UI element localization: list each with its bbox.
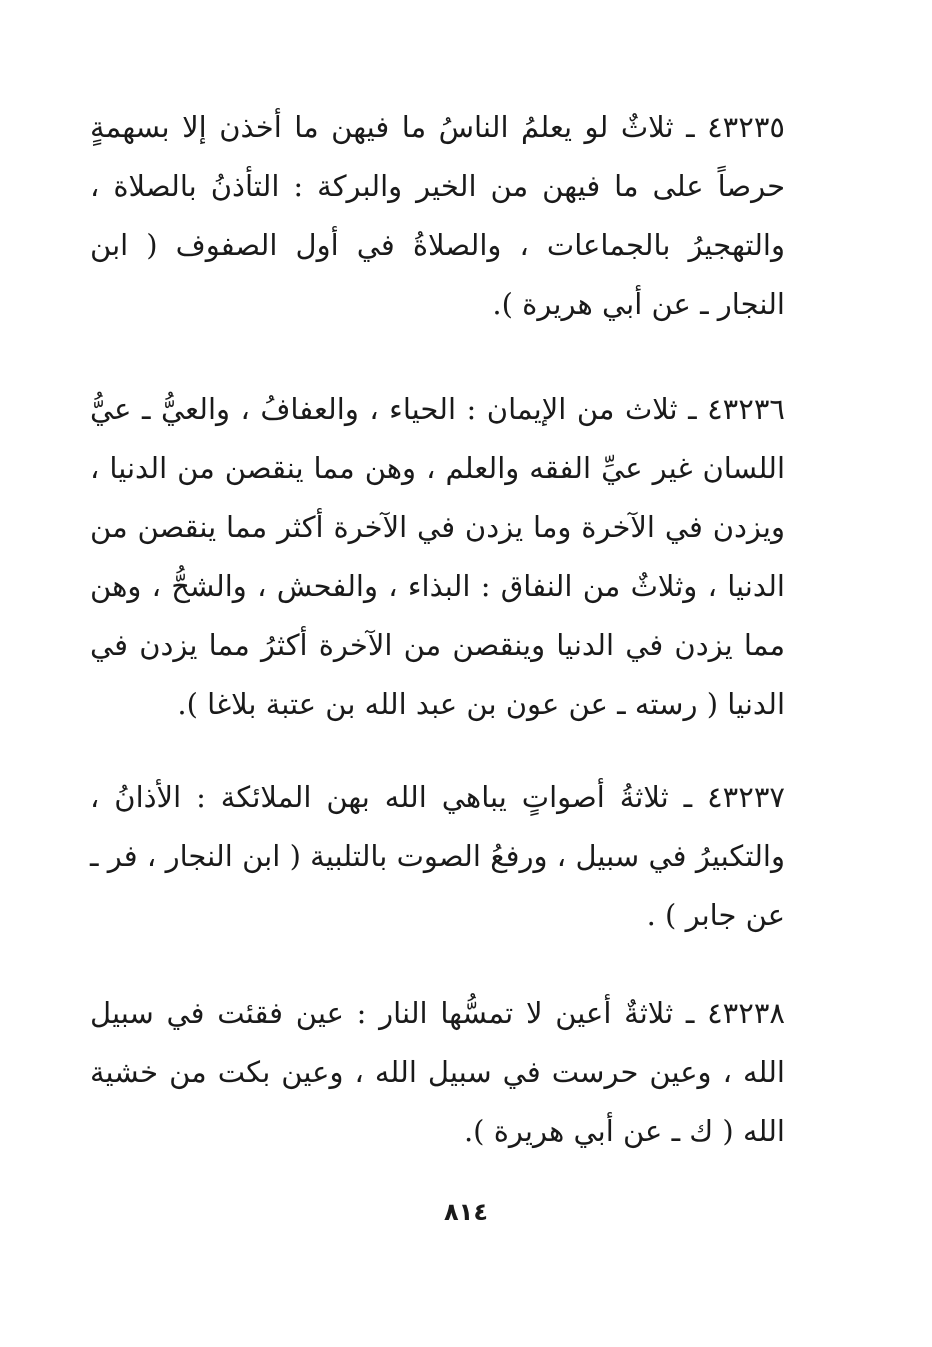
- hadith-text: ـ ثلاثٌ لو يعلمُ الناسُ ما فيهن ما أخذن إلا بسهمةٍ حرصاً على ما فيهن من الخير والبركة : التأذنُ بالصلاة ، والتهجيرُ بالجماعات ، والصلاةُ في أول الصفوف ( ابن النجار ـ عن أبي هريرة ).: [90, 110, 785, 321]
- hadith-paragraph: [90, 98, 785, 334]
- hadith-number: ٤٣٢٣٧: [707, 780, 785, 814]
- hadith-paragraph: [90, 768, 785, 945]
- hadith-entry: [90, 768, 785, 945]
- hadith-paragraph: [90, 380, 785, 734]
- hadith-entry: [90, 98, 785, 334]
- hadith-paragraph: [90, 984, 785, 1161]
- hadith-number: ٤٣٢٣٥: [707, 110, 785, 144]
- page-number: ٨١٤: [444, 1198, 488, 1226]
- hadith-number: ٤٣٢٣٨: [707, 996, 785, 1030]
- hadith-entry: [90, 380, 785, 734]
- hadith-text: ـ ثلاثةٌ أعين لا تمسُّها النار : عين فقئت في سبيل الله ، وعين حرست في سبيل الله ، وعين بكت من خشية الله ( ك ـ عن أبي هريرة ).: [90, 996, 785, 1148]
- hadith-text: ـ ثلاث من الإيمان : الحياء ، والعفافُ ، والعيُّ ـ عيُّ اللسان غير عيِّ الفقه والعلم ، وهن مما ينقصن من الدنيا ، ويزدن في الآخرة وما يزدن في الآخرة أكثر مما ينقصن من الدنيا ، وثلاثٌ من النفاق : البذاء ، والفحش ، والشحُّ ، وهن مما يزدن في الدنيا وينقصن من الآخرة أكثرُ مما يزدن في الدنيا ( رسته ـ عن عون بن عبد الله بن عتبة بلاغا ).: [90, 392, 785, 721]
- hadith-entry: [90, 984, 785, 1161]
- hadith-number: ٤٣٢٣٦: [707, 392, 785, 426]
- hadith-text: ـ ثلاثةُ أصواتٍ يباهي الله بهن الملائكة : الأذانُ ، والتكبيرُ في سبيل ، ورفعُ الصوت بالتلبية ( ابن النجار ، فر ـ عن جابر ) .: [90, 780, 785, 932]
